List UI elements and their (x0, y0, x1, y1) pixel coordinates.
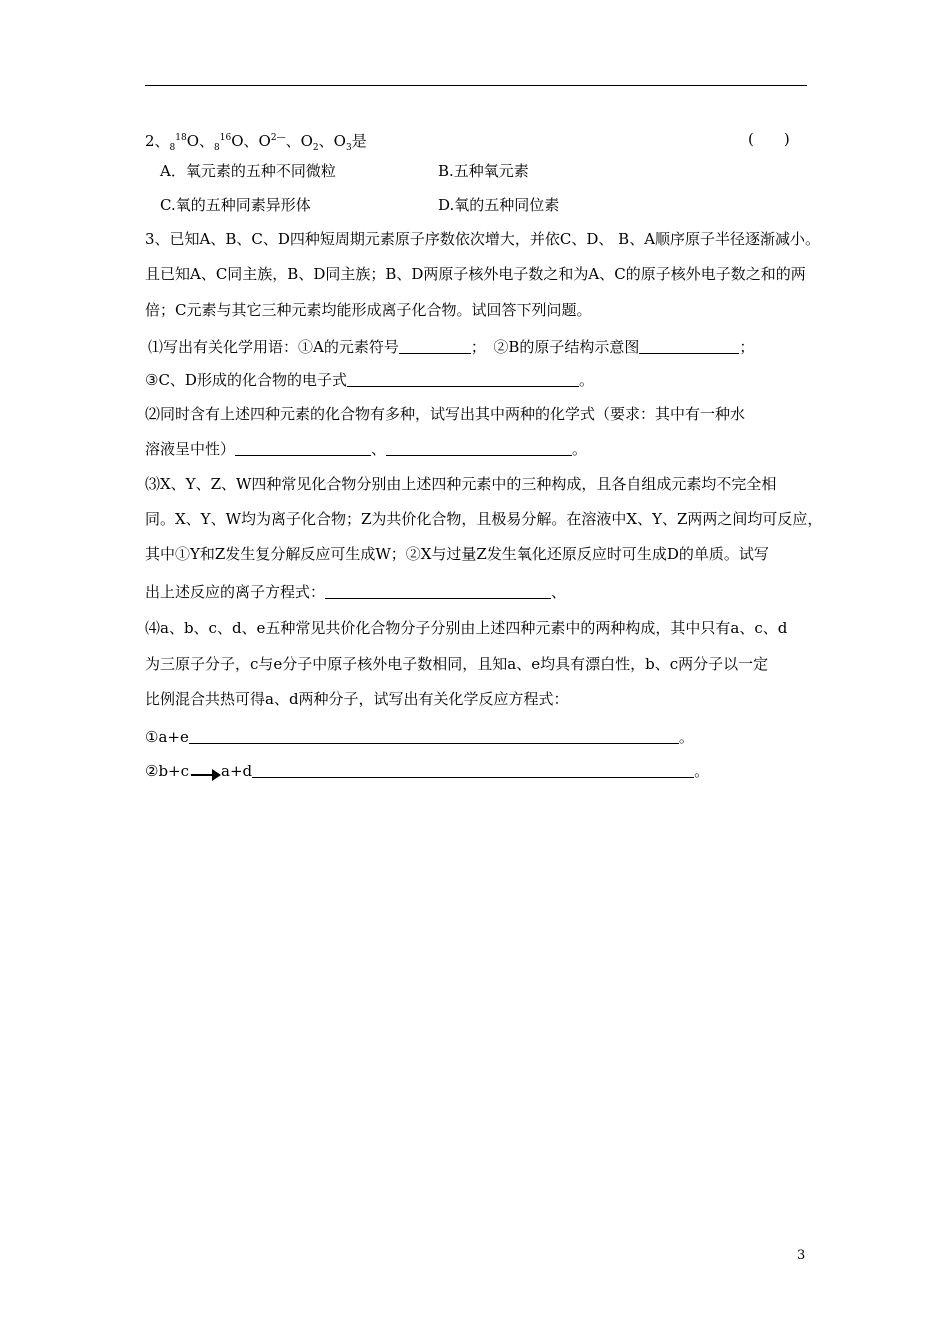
answer-blank-a-symbol[interactable] (399, 337, 471, 354)
answer-parentheses: ( ) (748, 130, 790, 148)
reaction-arrow-icon (189, 764, 221, 780)
answer-blank-electron-formula[interactable] (347, 370, 579, 387)
option-b: B.五种氧元素 (438, 162, 529, 180)
equation-1: ①a+e 。 (145, 728, 694, 746)
part-4-line-3: 比例混合共热可得a、d两种分子，试写出有关化学反应方程式： (145, 690, 569, 708)
answer-blank-formula-1[interactable] (235, 439, 371, 456)
part-3-line-3: 其中①Y和Z发生复分解反应可生成W；②X与过量Z发生氧化还原反应时可生成D的单质。试写 (145, 545, 769, 563)
question-3-line-3: 倍；C元素与其它三种元素均能形成离子化合物。试回答下列问题。 (145, 301, 592, 319)
part-3-line-2: 同。X、Y、W均为离子化合物；Z为共价化合物，且极易分解。在溶液中X、Y、Z两两之间均可反应， (145, 510, 823, 528)
answer-blank-equation-1[interactable] (189, 727, 679, 744)
question-3-line-2: 且已知A、C同主族，B、D同主族；B、D两原子核外电子数之和为A、C的原子核外电子数之和的两 (145, 265, 806, 283)
header-rule (145, 85, 807, 86)
part-1-line-2: ③C、D形成的化合物的电子式 。 (145, 371, 594, 389)
option-d: D.氧的五种同位素 (438, 196, 560, 214)
part-2-line-1: ⑵同时含有上述四种元素的化合物有多种，试写出其中两种的化学式（要求：其中有一种水 (145, 405, 746, 423)
option-a: A．氧元素的五种不同微粒 (160, 162, 336, 180)
answer-blank-b-structure[interactable] (639, 337, 739, 354)
option-c: C.氧的五种同素异形体 (160, 196, 311, 214)
part-2-line-2: 溶液呈中性） 、 。 (145, 440, 588, 458)
part-4-line-2: 为三原子分子，c与e分子中原子核外电子数相同，且知a、e均具有漂白性，b、c两分子以一定 (145, 655, 769, 673)
part-3-line-1: ⑶X、Y、Z、W四种常见化合物分别由上述四种元素中的三种构成，且各自组成元素均不完全相 (145, 475, 777, 493)
answer-blank-ionic-equation[interactable] (325, 582, 551, 599)
answer-blank-equation-2[interactable] (252, 761, 694, 778)
question-2-stem: 2、$_8^{18}$O、$_8^{16}$O、$O^{2—}$、$O_2$、$O_3$是 (145, 132, 367, 153)
part-1-line-1: ⑴写出有关化学用语：①A的元素符号 ； ②B的原子结构示意图 ； (148, 338, 755, 356)
part-3-line-4: 出上述反应的离子方程式： 、 (145, 583, 567, 601)
page-number: 3 (797, 1248, 806, 1263)
answer-blank-formula-2[interactable] (386, 439, 572, 456)
part-4-line-1: ⑷a、b、c、d、e五种常见共价化合物分子分别由上述四种元素中的两种构成，其中只有a、c、d (145, 619, 788, 637)
question-3-line-1: 3、已知A、B、C、D四种短周期元素原子序数依次增大，并依C、D、 B、A顺序原子半径逐渐减小。 (145, 230, 821, 248)
equation-2: ②b+c a+d 。 (145, 762, 710, 780)
